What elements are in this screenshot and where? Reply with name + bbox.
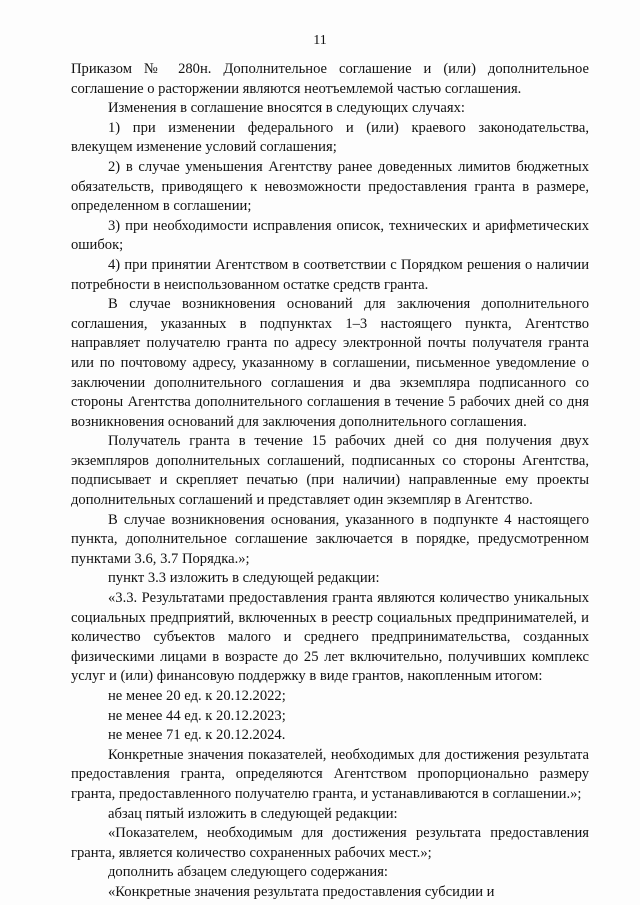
list-item: 2) в случае уменьшения Агентству ранее доведенных лимитов бюджетных обязательств, приводящего к невозможности предоставления гранта в размере, определенном в соглашении; [71,158,589,215]
paragraph: «3.3. Результатами предоставления гранта являются количество уникальных социальных предприятий, включенных в реестр социальных предпринимателей, и количество субъектов малого и среднего предпринимательства, созданных физическими лицами в возрасте до 25 лет включительно, получивших комплекс услуг и (или) финансовую поддержку в виде грантов, накопленным итогом: [71,590,589,685]
page-number: 11 [313,33,327,48]
paragraph: «Конкретные значения результата предоставления субсидии и [108,883,495,900]
list-item: не менее 71 ед. к 20.12.2024. [108,727,286,744]
list-item: 1) при изменении федерального и (или) краевого законодательства, влекущем изменение условий соглашения; [71,119,589,156]
paragraph: дополнить абзацем следующего содержания: [108,864,388,881]
paragraph: Получатель гранта в течение 15 рабочих дней со дня получения двух экземпляров дополнительных соглашений, подписанных со стороны Агентства, подписывает и скрепляет печатью (при наличии) направленные ему проекты дополнительных соглашений и представляет один экземпляр в Агентство. [71,433,589,509]
document-body [71,60,589,903]
list-item: 4) при принятии Агентством в соответствии с Порядком решения о наличии потребности в неиспользованном остатке средств гранта. [71,256,589,293]
paragraph: абзац пятый изложить в следующей редакции: [108,805,398,822]
list-item: не менее 44 ед. к 20.12.2023; [108,707,286,724]
paragraph: Конкретные значения показателей, необходимых для достижения результата предоставления гранта, определяются Агентством пропорционально размеру гранта, предоставленного получателю гранта, и устанавливаются в соглашении.»; [71,746,589,802]
paragraph: В случае возникновения основания, указанного в подпункте 4 настоящего пункта, дополнительное соглашение заключается в порядке, предусмотренном пунктами 3.6, 3.7 Порядка.»; [71,511,589,567]
paragraph: Приказом № 280н. Дополнительное соглашение и (или) дополнительное соглашение о расторжении являются неотъемлемой частью соглашения. [71,61,589,97]
paragraph: пункт 3.3 изложить в следующей редакции: [108,570,380,587]
list-item: 3) при необходимости исправления описок, технических и арифметических ошибок; [71,217,589,254]
paragraph: Изменения в соглашение вносятся в следующих случаях: [108,100,465,117]
paragraph: «Показателем, необходимым для достижения результата предоставления гранта, является количество сохраненных рабочих мест.»; [71,825,589,861]
paragraph: В случае возникновения оснований для заключения дополнительного соглашения, указанных в подпунктах 1–3 настоящего пункта, Агентство направляет получателю гранта по адресу электронной почты получателя гранта или по почтовому адресу, указанному в соглашении, письменное уведомление о заключении дополнительного соглашения и два экземпляра подписанного со стороны Агентства дополнительного соглашения в течение 5 рабочих дней со дня возникновения оснований для заключения дополнительного соглашения. [71,296,589,430]
list-item: не менее 20 ед. к 20.12.2022; [108,688,286,704]
